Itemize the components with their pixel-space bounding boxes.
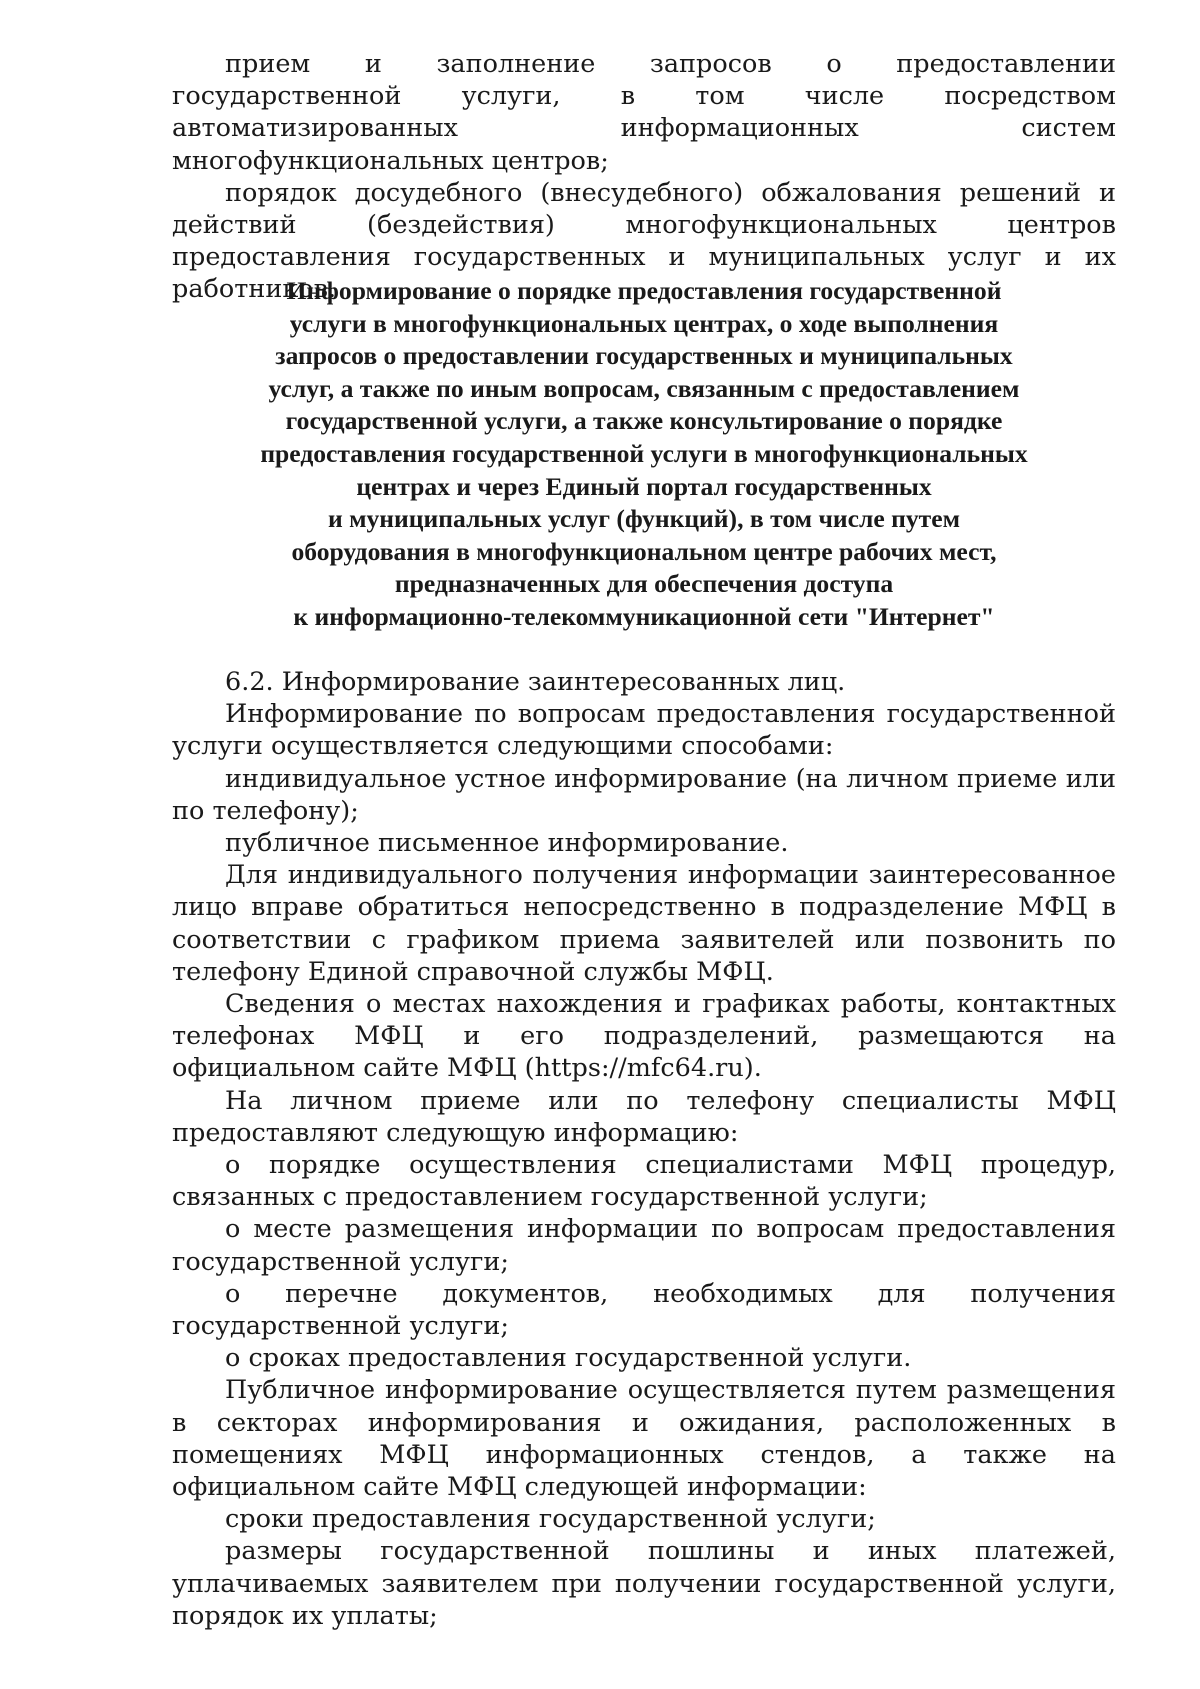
paragraph: порядок досудебного (внесудебного) обжалования решений и действий (бездействия) многофункциональных центров предоставления государственных и муниципальных услуг и их работников.: [172, 177, 1116, 305]
paragraph: о месте размещения информации по вопросам предоставления государственной услуги;: [172, 1214, 1116, 1277]
section-heading: [172, 275, 1116, 634]
heading-line: государственной услуги, а также консультирование о порядке: [285, 406, 1003, 436]
heading-line: и муниципальных услуг (функций), в том числе путем: [327, 504, 961, 534]
main-paragraphs: [172, 666, 1116, 1632]
paragraph: сроки предоставления государственной услуги;: [225, 1504, 876, 1535]
top-paragraphs: [172, 48, 1116, 306]
heading-line: предназначенных для обеспечения доступа: [394, 569, 894, 599]
paragraph: На личном приеме или по телефону специалисты МФЦ предоставляют следующую информацию:: [172, 1085, 1116, 1148]
heading-line: центрах и через Единый портал государственных: [356, 471, 932, 501]
paragraph: Публичное информирование осуществляется путем размещения в секторах информирования и ожидания, расположенных в помещениях МФЦ информационных стендов, а также на официальном сайте МФЦ следующей информации:: [172, 1375, 1116, 1503]
heading-line: предоставления государственной услуги в многофункциональных: [260, 438, 1028, 468]
paragraph: публичное письменное информирование.: [225, 828, 789, 859]
heading-line: Информирование о порядке предоставления государственной: [286, 276, 1002, 305]
paragraph: о порядке осуществления специалистами МФЦ процедур, связанных с предоставлением государственной услуги;: [172, 1150, 1116, 1213]
heading-line: запросов о предоставлении государственных и муниципальных: [275, 341, 1013, 371]
paragraph: индивидуальное устное информирование (на личном приеме или по телефону);: [172, 763, 1116, 826]
heading-line: услуги в многофункциональных центрах, о ходе выполнения: [289, 308, 999, 338]
paragraph: о перечне документов, необходимых для получения государственной услуги;: [172, 1278, 1116, 1342]
paragraph: размеры государственной пошлины и иных платежей, уплачиваемых заявителем при получении государственной услуги, порядок их уплаты;: [172, 1536, 1116, 1631]
paragraph: о сроках предоставления государственной услуги.: [225, 1343, 912, 1374]
paragraph: Информирование по вопросам предоставления государственной услуги осуществляется следующими способами:: [172, 699, 1116, 762]
paragraph: Сведения о местах нахождения и графиках работы, контактных телефонах МФЦ и его подразделений, размещаются на официальном сайте МФЦ (https://mfc64.ru).: [172, 989, 1116, 1084]
heading-line: оборудования в многофункциональном центре рабочих мест,: [291, 536, 997, 566]
paragraph: 6.2. Информирование заинтересованных лиц.: [225, 667, 846, 697]
heading-line: к информационно-телекоммуникационной сети "Интернет": [293, 601, 995, 631]
paragraph: Для индивидуального получения информации заинтересованное лицо вправе обратиться непосредственно в подразделение МФЦ в соответствии с графиком приема заявителей или позвонить по телефону Единой справочной службы МФЦ.: [172, 860, 1116, 987]
paragraph: прием и заполнение запросов о предоставлении государственной услуги, в том числе посредством автоматизированных информационных систем многофункциональных центров;: [172, 49, 1116, 176]
heading-line: услуг, а также по иным вопросам, связанным с предоставлением: [268, 373, 1020, 403]
